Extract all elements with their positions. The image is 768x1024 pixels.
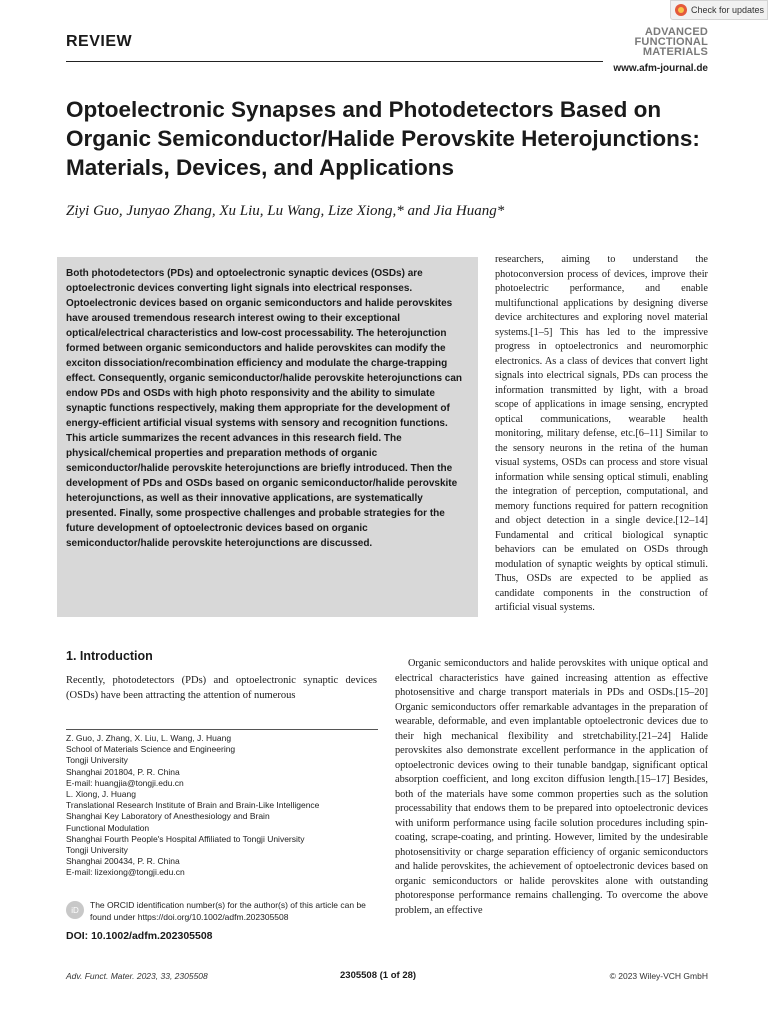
affiliation-line: L. Xiong, J. Huang (66, 789, 136, 800)
journal-logo-line-3: MATERIALS (642, 46, 708, 58)
affiliation-line: Functional Modulation (66, 822, 150, 833)
affiliation-line: Shanghai Key Laboratory of Anesthesiology and Brain (66, 811, 270, 822)
intro-paragraph: Recently, photodetectors (PDs) and optoelectronic synaptic devices (OSDs) have been attracting the attention of numerous (66, 675, 377, 701)
affiliation-line: Shanghai Fourth People's Hospital Affiliated to Tongji University (66, 833, 305, 844)
article-authors: Ziyi Guo, Junyao Zhang, Xu Liu, Lu Wang, Lize Xiong,* and Jia Huang* (66, 203, 505, 219)
footer-copyright: © 2023 Wiley-VCH GmbH (609, 971, 708, 981)
journal-logo-line-2: FUNCTIONAL (634, 36, 708, 48)
journal-logo-line-1: ADVANCED (644, 26, 708, 38)
body-paragraph: researchers, aiming to understand the photoconversion process of devices, improve their photoelectric performance, and enable multifunctional applications by designing diverse device architectures and exploring novel material systems.[1–5] This has led to the impressive progress in optoelectronics and neuromorphic electronics. As a class of devices that convert light signals into electrical signals, PDs can process the information transmitted by light, with a broad scope of applications in image sensing, encrypted optical communications, wearable health monitoring, military defense, etc.[6–11] Similar to the sensory neurons in the retina of the human visual systems, OSDs can process and store visual information while sensing optical stimuli, enabling the integration of perception, computational, and memory functions required for pattern recognition and object detection in a single device.[12–14] Fundamental and critical biological synaptic behaviors can be emulated on OSDs through modulation of synaptic weights by optical stimuli. Thus, OSDs are expected to be applied as candidate components in the construction of artificial visual systems. (495, 254, 708, 613)
affiliation-line: Shanghai 200434, P. R. China (66, 856, 180, 867)
orcid-note[interactable]: The ORCID identification number(s) for the author(s) of this article can be found under https://doi.org/10.1002/adfm.202305508 (90, 900, 366, 922)
header-rule (66, 61, 603, 62)
body-paragraph: Organic semiconductors and halide perovskites with unique optical and electrical characteristics have gained increasing attention as effective photosensitive and charge transport materials in PDs and OSDs.[15–20] Organic semiconductors offer remarkable advantages in the preparation of wearable, deformable, and even implantable optoelectronic devices due to their high mechanical flexibility and stretchability.[21–24] Halide perovskites also demonstrate excellent performance in the application of optoelectronic devices owing to their tunable bandgap, significant optical absorption coefficient, and long exciton diffusion length.[15–17] Besides, both of the materials have some common properties such as the solution processability that endows them to be prepared into optoelectronic devices with uniform performance using facile solution procedures including spin-coating, scrape-coating, and printing. However, limited by the undesirable photosensitivity or charge separation efficiency of organic semiconductors and halide perovskites, the achievement of optoelectronic devices based on organic semiconductors or halide perovskites alone with outstanding photoresponse performance remains challenging. To overcome the above problem, an effective (395, 658, 708, 916)
abstract-box (57, 257, 478, 617)
footer-page-number: 2305508 (1 of 28) (340, 970, 417, 981)
check-for-updates-button[interactable] (670, 0, 768, 20)
article-doi[interactable]: DOI: 10.1002/adfm.202305508 (66, 930, 213, 942)
footnote-rule (66, 729, 378, 730)
affiliation-line: Tongji University (66, 755, 128, 766)
section-heading: 1. Introduction (66, 649, 153, 663)
abstract-text: Both photodetectors (PDs) and optoelectronic synaptic devices (OSDs) are optoelectronic devices converting light signals into electrical responses. Optoelectronic devices based on organic semiconductors and halide perovskites have aroused tremendous research interest owing to their exceptional optical/electrical characteristics and low-cost processability. The heterojunction formed between organic semiconductors and halide perovskites can modify the exciton dissociation/recombination efficiency and modulate the charge-trapping effect. Consequently, organic semiconductor/halide perovskite heterojunctions can endow PDs and OSDs with high photo responsivity and the ability to simulate synaptic functions respectively, making them appropriate for the development of energy-efficient artificial visual systems with sensory and recognition functions. This article summarizes the recent advances in this research field. The physical/chemical properties and preparation methods of organic semiconductor/halide perovskite heterojunctions are briefly introduced. Then the development of PDs and OSDs based on organic semiconductor/halide perovskite heterojunctions, as well as their innovative applications, are systematically presented. Finally, some prospective challenges and probable strategies for the future development of optoelectronic devices based on organic semiconductor/halide perovskite heterojunctions are discussed. (66, 268, 463, 549)
check-for-updates-label: Check for updates (691, 5, 765, 15)
footer-citation: Adv. Funct. Mater. 2023, 33, 2305508 (66, 971, 208, 981)
affiliation-line: Translational Research Institute of Brain and Brain-Like Intelligence (66, 800, 320, 811)
orcid-icon[interactable]: iD (66, 901, 84, 919)
affiliation-email[interactable]: E-mail: huangjia@tongji.edu.cn (66, 777, 184, 788)
body-column-right-top (495, 253, 708, 616)
affiliation-line: School of Materials Science and Engineering (66, 744, 236, 755)
affiliation-line: Tongji University (66, 845, 128, 856)
affiliations (66, 733, 378, 879)
article-title: Optoelectronic Synapses and Photodetectors Based on Organic Semiconductor/Halide Perovskite Heterojunctions: Materials, Devices, and Applications (66, 97, 700, 180)
journal-website[interactable]: www.afm-journal.de (613, 63, 708, 74)
journal-logo (612, 27, 708, 57)
section-label: REVIEW (66, 33, 133, 50)
updates-icon (675, 4, 687, 16)
affiliation-email[interactable]: E-mail: lizexiong@tongji.edu.cn (66, 867, 185, 878)
body-column-right-bottom (395, 657, 708, 918)
affiliation-line: Z. Guo, J. Zhang, X. Liu, L. Wang, J. Huang (66, 733, 232, 743)
affiliation-line: Shanghai 201804, P. R. China (66, 766, 180, 777)
